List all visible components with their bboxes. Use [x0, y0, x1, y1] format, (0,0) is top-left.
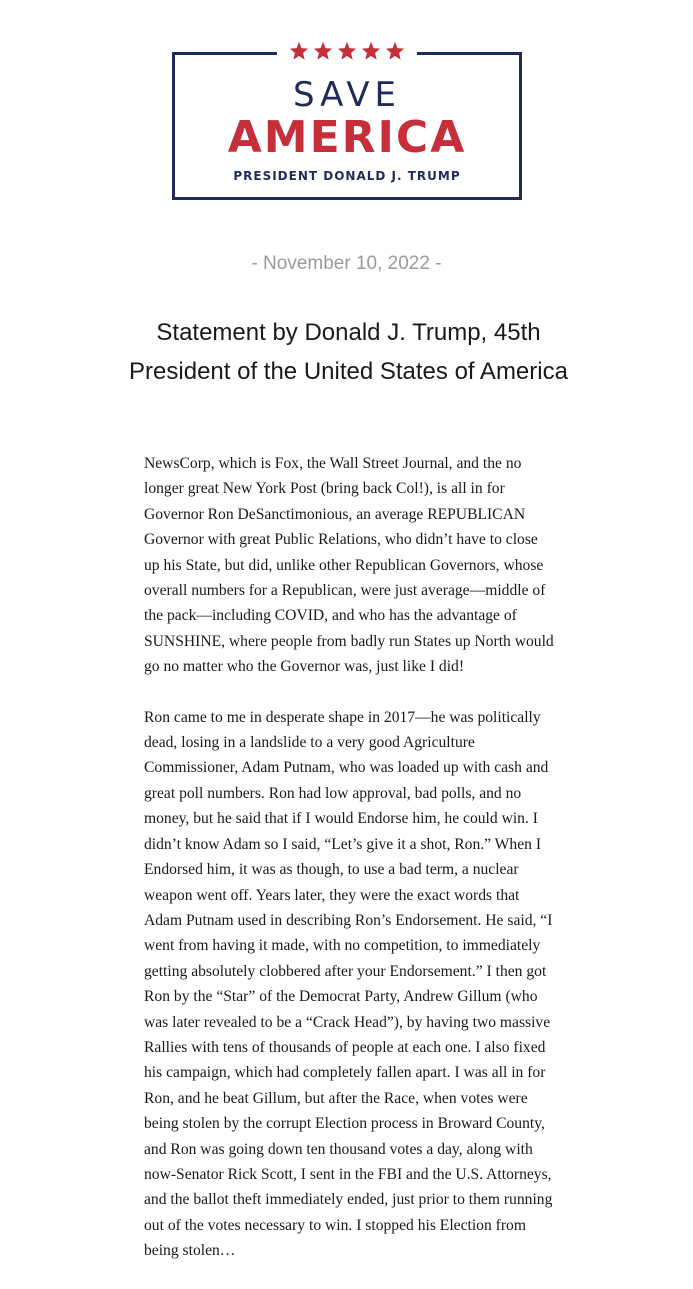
save-america-logo [172, 52, 522, 200]
logo-stars [175, 41, 519, 61]
logo-president-text: PRESIDENT DONALD J. TRUMP [233, 169, 461, 183]
statement-title: Statement by Donald J. Trump, 45th President of the United States of America [129, 319, 568, 385]
statement-body [144, 451, 556, 1289]
star-icon [361, 41, 381, 61]
logo-save-text: SAVE [292, 75, 402, 115]
star-icon [289, 41, 309, 61]
star-icon [385, 41, 405, 61]
statement-date: - November 10, 2022 - [251, 253, 442, 274]
body-paragraph: NewsCorp, which is Fox, the Wall Street Journal, and the no longer great New York Post (bring back Col!), is all in for Governor Ron DeSanctimonious, an average REPUBLICAN Governor with great Public Relations, who didn’t have to close up his State, but did, unlike other Republican Governors, whose overall numbers for a Republican, were just average—middle of the pack—including COVID, and who has the advantage of SUNSHINE, where people from badly run States up North would go no matter who the Governor was, just like I did! [144, 455, 554, 676]
logo-america-text: AMERICA [227, 112, 467, 163]
star-icon [313, 41, 333, 61]
body-paragraph: Ron came to me in desperate shape in 2017—he was politically dead, losing in a landslide to a very good Agriculture Commissioner, Adam Putnam, who was loaded up with cash and great poll numbers. Ron had low approval, bad polls, and no money, but he said that if I would Endorse him, he could win. I didn’t know Adam so I said, “Let’s give it a shot, Ron.” When I Endorsed him, it was as though, to use a bad term, a nuclear weapon went off. Years later, they were the exact words that Adam Putnam used in describing Ron’s Endorsement. He said, “I went from having it made, with no competition, to immediately getting absolutely clobbered after your Endorsement.” I then got Ron by the “Star” of the Democrat Party, Andrew Gillum (who was later revealed to be a “Crack Head”), by having two massive Rallies with tens of thousands of people at each one. I also fixed his campaign, which had completely fallen apart. I was all in for Ron, and he beat Gillum, but after the Race, when votes were being stolen by the corrupt Election process in Broward County, and Ron was going down ten thousand votes a day, along with now-Senator Rick Scott, I sent in the FBI and the U.S. Attorneys, and the ballot theft immediately ended, just prior to them running out of the votes necessary to win. I stopped his Election from being stolen… [144, 708, 553, 1260]
star-icon [337, 41, 357, 61]
